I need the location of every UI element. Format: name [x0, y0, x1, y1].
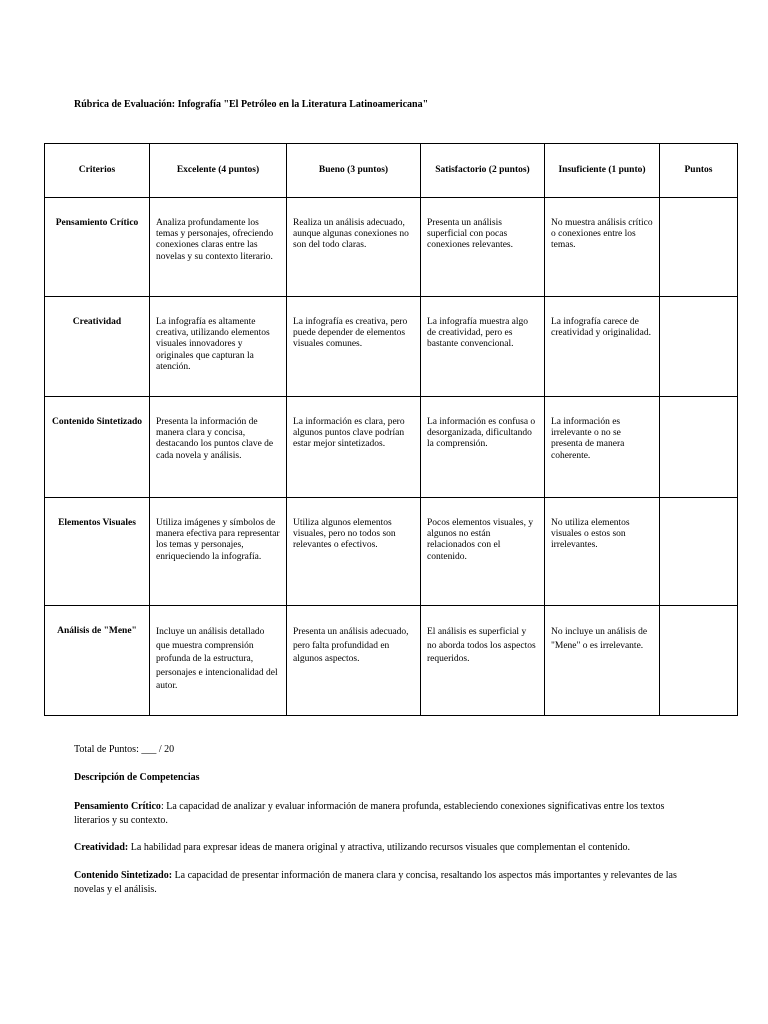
rubric-table — [44, 143, 738, 716]
table-row — [45, 498, 738, 606]
excelente-cell: La infografía es altamente creativa, utilizando elementos visuales innovadores y originales que capturan la atención. — [150, 297, 287, 397]
insuficiente-cell: No incluye un análisis de "Mene" o es irrelevante. — [545, 606, 660, 716]
insuficiente-cell: La infografía carece de creatividad y originalidad. — [545, 297, 660, 397]
bueno-cell: Presenta un análisis adecuado, pero falta profundidad en algunos aspectos. — [287, 606, 421, 716]
competencia-text: La capacidad de presentar información de manera clara y concisa, resaltando los aspectos más importantes y relevantes de las novelas y el análisis. — [74, 870, 677, 895]
insuficiente-cell: No muestra análisis crítico o conexiones entre los temas. — [545, 198, 660, 297]
bueno-cell: Utiliza algunos elementos visuales, pero no todos son relevantes o efectivos. — [287, 498, 421, 606]
header-bueno: Bueno (3 puntos) — [287, 144, 421, 198]
table-row — [45, 606, 738, 716]
competencias-heading: Descripción de Competencias — [74, 772, 200, 783]
page-title: Rúbrica de Evaluación: Infografía "El Petróleo en la Literatura Latinoamericana" — [74, 99, 429, 110]
header-puntos: Puntos — [660, 144, 738, 198]
table-header-row — [45, 144, 738, 198]
header-excelente: Excelente (4 puntos) — [150, 144, 287, 198]
excelente-cell: Incluye un análisis detallado que muestra comprensión profunda de la estructura, personajes e intencionalidad del autor. — [150, 606, 287, 716]
bueno-cell: Realiza un análisis adecuado, aunque algunas conexiones no son del todo claras. — [287, 198, 421, 297]
criterion-cell: Creatividad — [45, 297, 150, 397]
competencia-paragraph — [74, 800, 694, 828]
competencia-term: Pensamiento Crítico — [74, 801, 161, 812]
competencia-paragraph — [74, 869, 694, 897]
puntos-cell — [660, 606, 738, 716]
satisfactorio-cell: Pocos elementos visuales, y algunos no están relacionados con el contenido. — [421, 498, 545, 606]
header-criterios: Criterios — [45, 144, 150, 198]
competencia-paragraph — [74, 841, 694, 855]
criterion-cell: Análisis de "Mene" — [45, 606, 150, 716]
criterion-cell: Elementos Visuales — [45, 498, 150, 606]
table-row — [45, 198, 738, 297]
satisfactorio-cell: Presenta un análisis superficial con pocas conexiones relevantes. — [421, 198, 545, 297]
header-insuficiente: Insuficiente (1 punto) — [545, 144, 660, 198]
satisfactorio-cell: La infografía muestra algo de creatividad, pero es bastante convencional. — [421, 297, 545, 397]
puntos-cell — [660, 397, 738, 498]
bueno-cell: La infografía es creativa, pero puede depender de elementos visuales comunes. — [287, 297, 421, 397]
criterion-cell: Contenido Sintetizado — [45, 397, 150, 498]
excelente-cell: Presenta la información de manera clara y concisa, destacando los puntos clave de cada novela y análisis. — [150, 397, 287, 498]
criterion-cell: Pensamiento Crítico — [45, 198, 150, 297]
excelente-cell: Utiliza imágenes y símbolos de manera efectiva para representar los temas y personajes, enriqueciendo la infografía. — [150, 498, 287, 606]
competencia-term: Contenido Sintetizado: — [74, 870, 173, 881]
satisfactorio-cell: La información es confusa o desorganizada, dificultando la comprensión. — [421, 397, 545, 498]
puntos-cell — [660, 198, 738, 297]
insuficiente-cell: La información es irrelevante o no se presenta de manera coherente. — [545, 397, 660, 498]
competencia-text: La habilidad para expresar ideas de manera original y atractiva, utilizando recursos visuales que complementan el contenido. — [128, 842, 631, 853]
excelente-cell: Analiza profundamente los temas y personajes, ofreciendo conexiones claras entre las novelas y su contexto literario. — [150, 198, 287, 297]
total-points: Total de Puntos: ___ / 20 — [74, 744, 175, 755]
header-satisfactorio: Satisfactorio (2 puntos) — [421, 144, 545, 198]
puntos-cell — [660, 297, 738, 397]
puntos-cell — [660, 498, 738, 606]
bueno-cell: La información es clara, pero algunos puntos clave podrían estar mejor sintetizados. — [287, 397, 421, 498]
competencia-text: : La capacidad de analizar y evaluar información de manera profunda, estableciendo conexiones significativas entre los textos literarios y su contexto. — [74, 801, 665, 826]
competencia-term: Creatividad: — [74, 842, 129, 853]
satisfactorio-cell: El análisis es superficial y no aborda todos los aspectos requeridos. — [421, 606, 545, 716]
table-row — [45, 297, 738, 397]
table-row — [45, 397, 738, 498]
insuficiente-cell: No utiliza elementos visuales o estos son irrelevantes. — [545, 498, 660, 606]
